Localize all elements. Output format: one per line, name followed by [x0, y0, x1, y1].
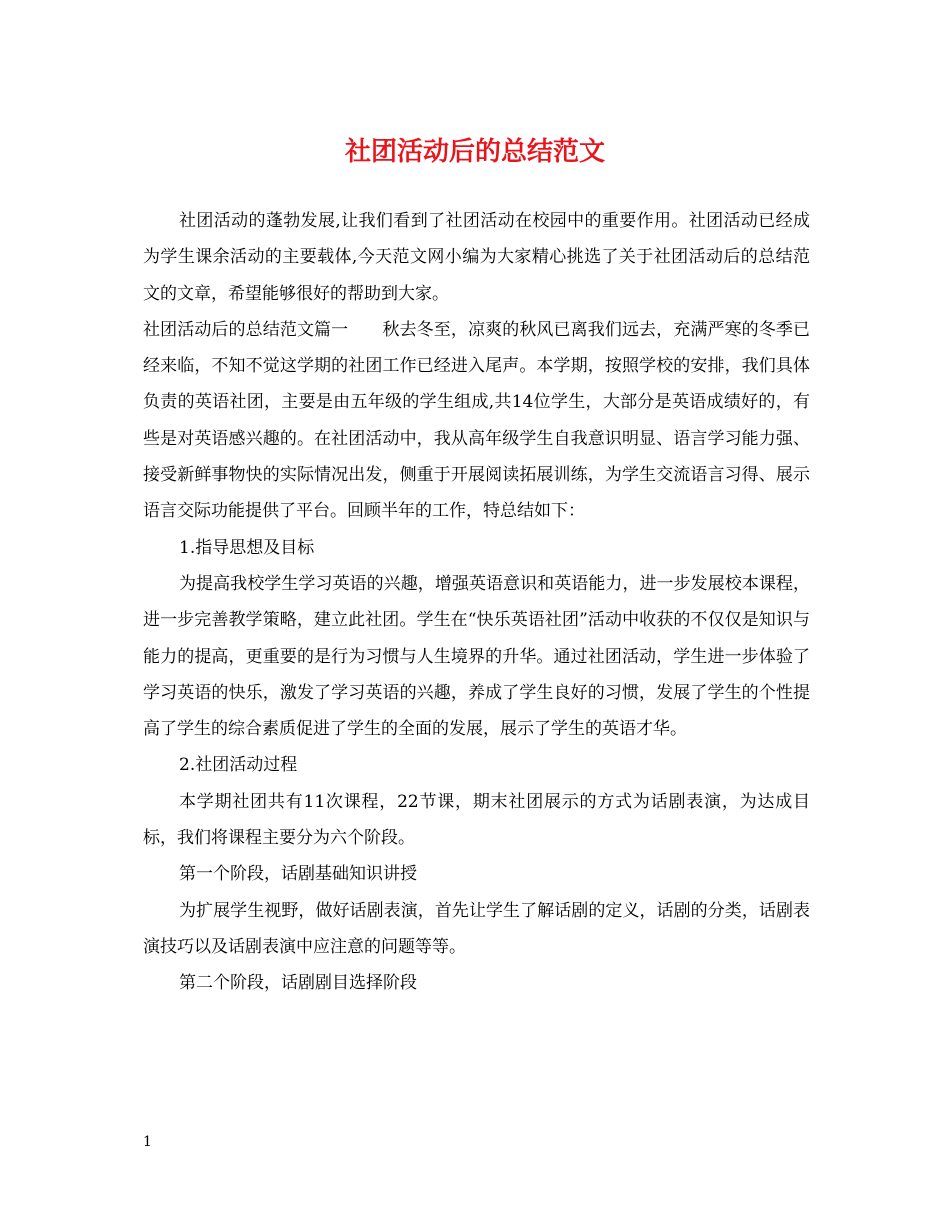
section-heading-activity-process: 2.社团活动过程 — [179, 755, 298, 776]
paragraph-article-one: 社团活动后的总结范文篇一 秋去冬至，凉爽的秋风已离我们远去，充满严寒的冬季已经来临，不知不觉这学期的社团工作已经进入尾声。本学期，按照学校的安排，我们具体负责的英语社团，主要是由五年级的学生组成,共14位学生，大部分是英语成绩好的，有些是对英语感兴趣的。在社团活动中，我从高年级学生自我意识明显、语言学习能力强、接受新鲜事物快的实际情况出发，侧重于开展阅读拓展训练，为学生交流语言习得、展示语言交际功能提供了平台。回顾半年的工作，特总结如下： — [143, 319, 810, 522]
paragraph-activity-process: 本学期社团共有11次课程，22节课，期末社团展示的方式为话剧表演，为达成目标，我们将课程主要分为六个阶段。 — [143, 791, 810, 849]
page-number: 1 — [143, 1134, 152, 1150]
document-title: 社团活动后的总结范文 — [344, 137, 605, 167]
section-heading-guiding-ideas: 1.指导思想及目标 — [179, 537, 315, 558]
paragraph-intro: 社团活动的蓬勃发展,让我们看到了社团活动在校园中的重要作用。社团活动已经成为学生课余活动的主要载体,今天范文网小编为大家精心挑选了关于社团活动后的总结范文的文章，希望能够很好的帮助到大家。 — [143, 211, 810, 304]
paragraph-stage-one: 为扩展学生视野，做好话剧表演，首先让学生了解话剧的定义，话剧的分类，话剧表演技巧以及话剧表演中应注意的问题等等。 — [143, 900, 810, 957]
stage-heading-one: 第一个阶段，话剧基础知识讲授 — [179, 864, 417, 885]
document-body — [143, 203, 810, 1002]
stage-heading-two: 第二个阶段，话剧剧目选择阶段 — [179, 973, 417, 994]
paragraph-guiding-ideas: 为提高我校学生学习英语的兴趣，增强英语意识和英语能力，进一步发展校本课程，进一步完善教学策略，建立此社团。学生在“快乐英语社团”活动中收获的不仅仅是知识与能力的提高，更重要的是行为习惯与人生境界的升华。通过社团活动，学生进一步体验了学习英语的快乐，激发了学习英语的兴趣，养成了学生良好的习惯，发展了学生的个性提高了学生的综合素质促进了学生的全面的发展，展示了学生的英语才华。 — [143, 573, 810, 740]
